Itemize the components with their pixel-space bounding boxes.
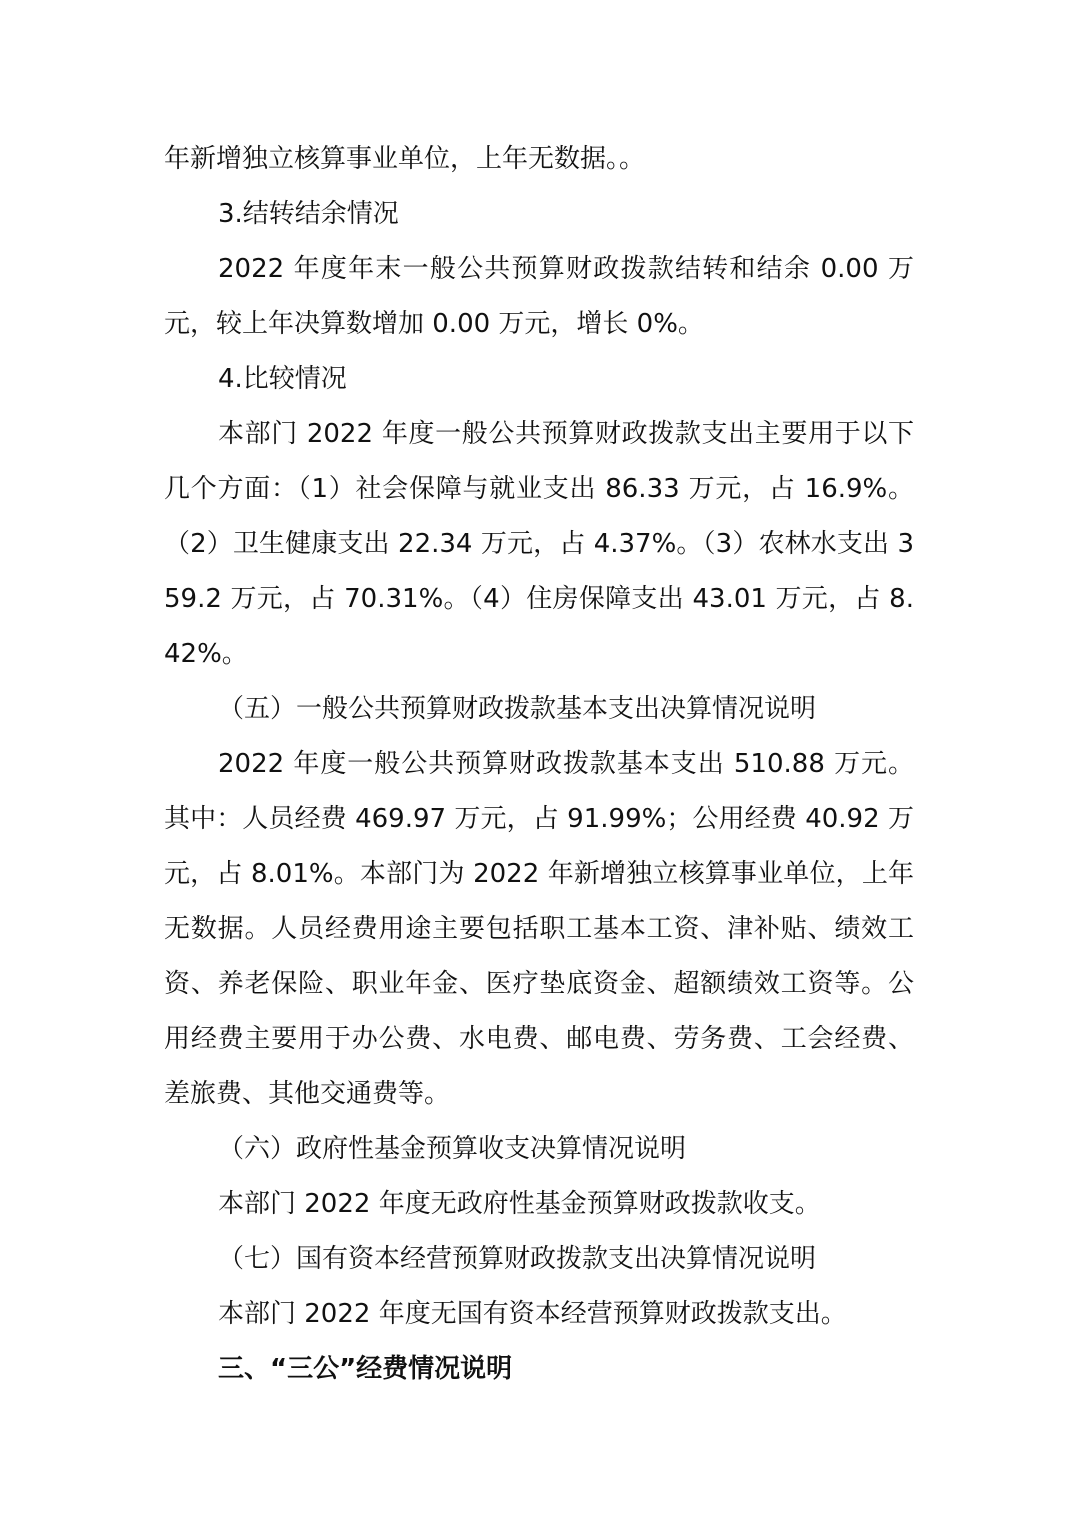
paragraph-comparison: 本部门 2022 年度一般公共预算财政拨款支出主要用于以下几个方面：（1）社会保障与就业支出 86.33 万元，占 16.9%。（2）卫生健康支出 22.34 万元，占 4.37%。（3）农林水支出 359.2 万元，占 70.31%。（4）住房保障支出 43.01 万元，占 8.42%。 xyxy=(164,419,914,669)
heading-government-fund: （六）政府性基金预算收支决算情况说明 xyxy=(218,1134,687,1164)
document-body xyxy=(164,132,914,1397)
heading-basic-expenditure: （五）一般公共预算财政拨款基本支出决算情况说明 xyxy=(218,694,817,724)
paragraph-government-fund: 本部门 2022 年度无政府性基金预算财政拨款收支。 xyxy=(218,1189,821,1219)
paragraph-basic-expenditure: 2022 年度一般公共预算财政拨款基本支出 510.88 万元。其中：人员经费 469.97 万元，占 91.99%；公用经费 40.92 万元，占 8.01%。本部门为 2022 年新增独立核算事业单位，上年无数据。人员经费用途主要包括职工基本工资、津补贴、绩效工资、养老保险、职业年金、医疗垫底资金、超额绩效工资等。公用经费主要用于办公费、水电费、邮电费、劳务费、工会经费、差旅费、其他交通费等。 xyxy=(164,749,914,1109)
paragraph-carryover: 2022 年度年末一般公共预算财政拨款结转和结余 0.00 万元，较上年决算数增加 0.00 万元，增长 0%。 xyxy=(164,254,914,339)
heading-state-capital: （七）国有资本经营预算财政拨款支出决算情况说明 xyxy=(218,1244,817,1274)
heading-comparison: 4.比较情况 xyxy=(218,364,347,394)
heading-carryover: 3.结转结余情况 xyxy=(218,199,399,229)
paragraph-state-capital: 本部门 2022 年度无国有资本经营预算财政拨款支出。 xyxy=(218,1299,847,1329)
paragraph-continued: 年新增独立核算事业单位，上年无数据。。 xyxy=(164,144,646,174)
heading-three-public-expenses: 三、“三公”经费情况说明 xyxy=(218,1354,513,1384)
